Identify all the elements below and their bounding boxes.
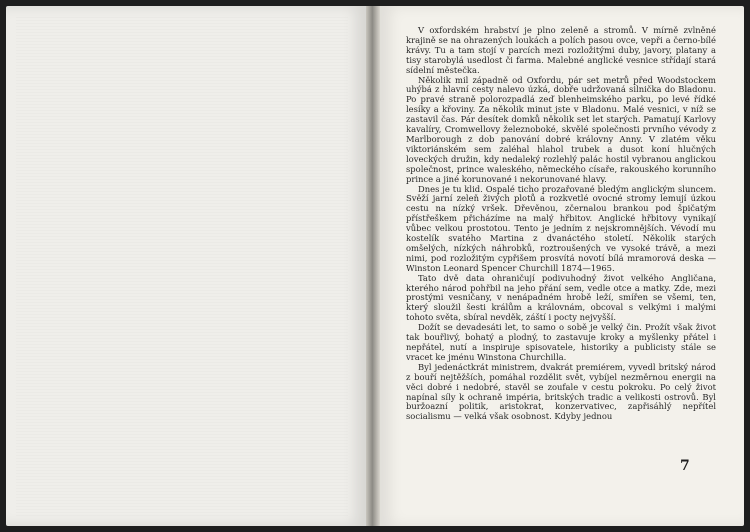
right-page bbox=[380, 6, 744, 526]
body-text bbox=[406, 26, 716, 422]
paragraph-3: Dnes je tu klid. Ospalé ticho prozařované bledým anglickým sluncem. Svěží jarní zeleň živých plotů a rozkvetlé ovocné stromy lemují úzkou cestu na nízký vršek. Dřevěnou, zčernalou brankou pod špičatým přístřeškem přicházíme na malý hřbitov. Anglické hřbitovy vynikají vůbec velkou prostotou. Tento je jedním z nejskromnějších. Vévodí mu kostelík svatého Martina z dvanáctého století. Několik starých omšelých, nízkých náhrobků, roztroušených ve vysoké trávě, a mezi nimi, pod rozložitým cypřišem prosvítá novotí bílá mramorová deska — Winston Leonard Spencer Churchill 1874—1965. bbox=[406, 183, 716, 273]
book-gutter bbox=[366, 6, 380, 526]
left-page-blank bbox=[6, 6, 366, 526]
paragraph-5: Dožít se devadesáti let, to samo o sobě je velký čin. Prožít však život tak bouřlivý, bohatý a plodný, to zastavuje kroky a myšlenky přátel i nepřátel, nutí a inspiruje spisovatele, historiky a publicisty stále se vracet ke jménu Winstona Churchilla. bbox=[406, 322, 716, 362]
paragraph-6: Byl jedenáctkrát ministrem, dvakrát premiérem, vyvedl britský národ z bouří nejtěžších, pomáhal rozdělit svět, vybíjel nezměrnou energii na věci dobré i nedobré, stavěl se zoufale v cestu pokroku. Po celý život napínal síly k ochraně impéria, britských tradic a velikosti ostrovů. Byl buržoazní politik, aristokrat, konzervativec, zapřisáhlý nepřítel socialismu — velká však osobnost. Kdyby jednou bbox=[406, 361, 716, 422]
paragraph-1: V oxfordském hrabství je plno zeleně a stromů. V mírně zvlněné krajině se na ohrazených loukách a polích pasou ovce, vepři a černo-bílé krávy. Tu a tam stojí v parcích mezi rozložitými duby, javory, platany a tisy starobylá usedlost či farma. Malebné anglické vesnice střídají stará sídelní městečka. bbox=[406, 25, 716, 75]
paragraph-2: Několik mil západně od Oxfordu, pár set metrů před Woodstockem uhýbá z hlavní cesty nalevo úzká, dobře udržovaná silnička do Bladonu. Po pravé straně polorozpadlá zeď blenheimského parku, po levé řídké lesíky a křoviny. Za několik minut jste v Bladonu. Malé vesnici, v níž se zastavil čas. Pár desítek domků několik set let starých. Pamatují Karlovy kavalíry, Cromwellovy železnoboké, skvělé společnosti prvního vévody z Marlborough z dob panování dobré královny Anny. V zlatém věku viktoriánském sem zaléhal hlahol trubek a dusot koní hlučných loveckých družin, kdy nedaleký rozlehlý palác hostil vybranou anglickou společnost, prince waleského, německého císaře, rakouského korunního prince a jiné korunované i nekorunované hlavy. bbox=[406, 74, 716, 184]
page-number: 7 bbox=[680, 458, 690, 474]
paragraph-4: Tato dvě data ohraničují podivuhodný život velkého Angličana, kterého národ pohřbil na jeho přání sem, vedle otce a matky. Zde, mezi prostými vesničany, v nenápadném hrobě leží, smířen se všemi, ten, který sloužil šesti králům a královnám, obcoval s velkými i malými tohoto světa, sbíral nevděk, záští i pocty nejvyšší. bbox=[406, 272, 716, 323]
